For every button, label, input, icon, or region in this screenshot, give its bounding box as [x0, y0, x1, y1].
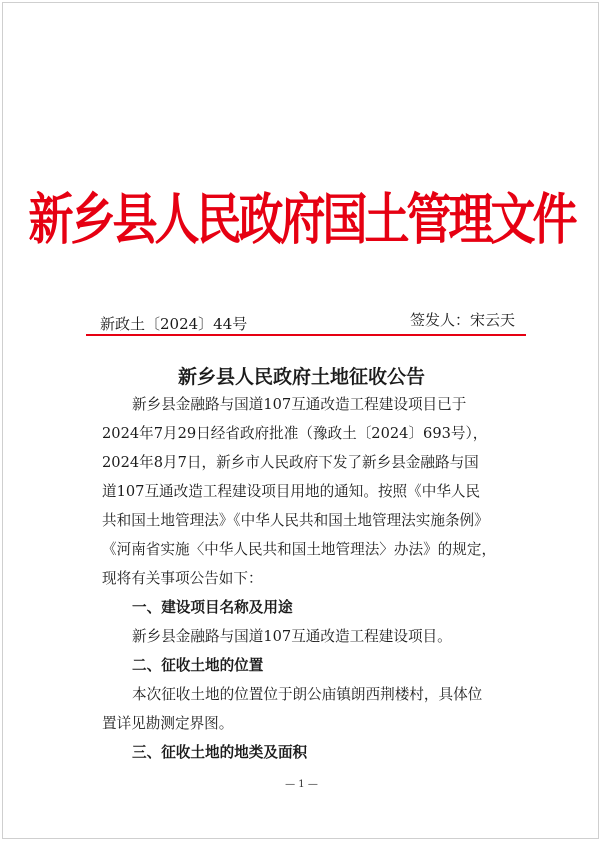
issuer-signature: 签发人：宋云天 [410, 311, 516, 329]
section-text-location: 置详见勘测定界图。 [102, 715, 234, 732]
body-line: 道107互通改造工程建设项目用地的通知。按照《中华人民 [102, 483, 481, 500]
red-divider-line [86, 334, 526, 336]
notice-title: 新乡县人民政府土地征收公告 [177, 366, 425, 388]
body-line: 2024年7月29日经省政府批准（豫政土〔2024〕693号）， [102, 425, 488, 442]
body-line: 新乡县金融路与国道107互通改造工程建设项目已于 [132, 396, 467, 413]
document-number: 新政土〔2024〕44号 [100, 315, 248, 333]
section-heading-land-type: 三、征收土地的地类及面积 [132, 744, 308, 761]
body-line: 共和国土地管理法》《中华人民共和国土地管理法实施条例》 [102, 512, 489, 529]
section-heading-location: 二、征收土地的位置 [132, 657, 264, 674]
section-text-project: 新乡县金融路与国道107互通改造工程建设项目。 [132, 628, 452, 645]
masthead-title: 新乡县人民政府国土管理文件 [28, 187, 575, 252]
body-line: 《河南省实施〈中华人民共和国土地管理法〉办法》的规定， [102, 541, 497, 558]
section-heading-project: 一、建设项目名称及用途 [132, 599, 293, 616]
body-line: 现将有关事项公告如下： [102, 570, 263, 587]
section-text-location: 本次征收土地的位置位于朗公庙镇朗西荆楼村，具体位 [132, 686, 483, 703]
page-number: — 1 — [285, 779, 318, 790]
body-line: 2024年8月7日，新乡市人民政府下发了新乡县金融路与国 [102, 454, 479, 471]
